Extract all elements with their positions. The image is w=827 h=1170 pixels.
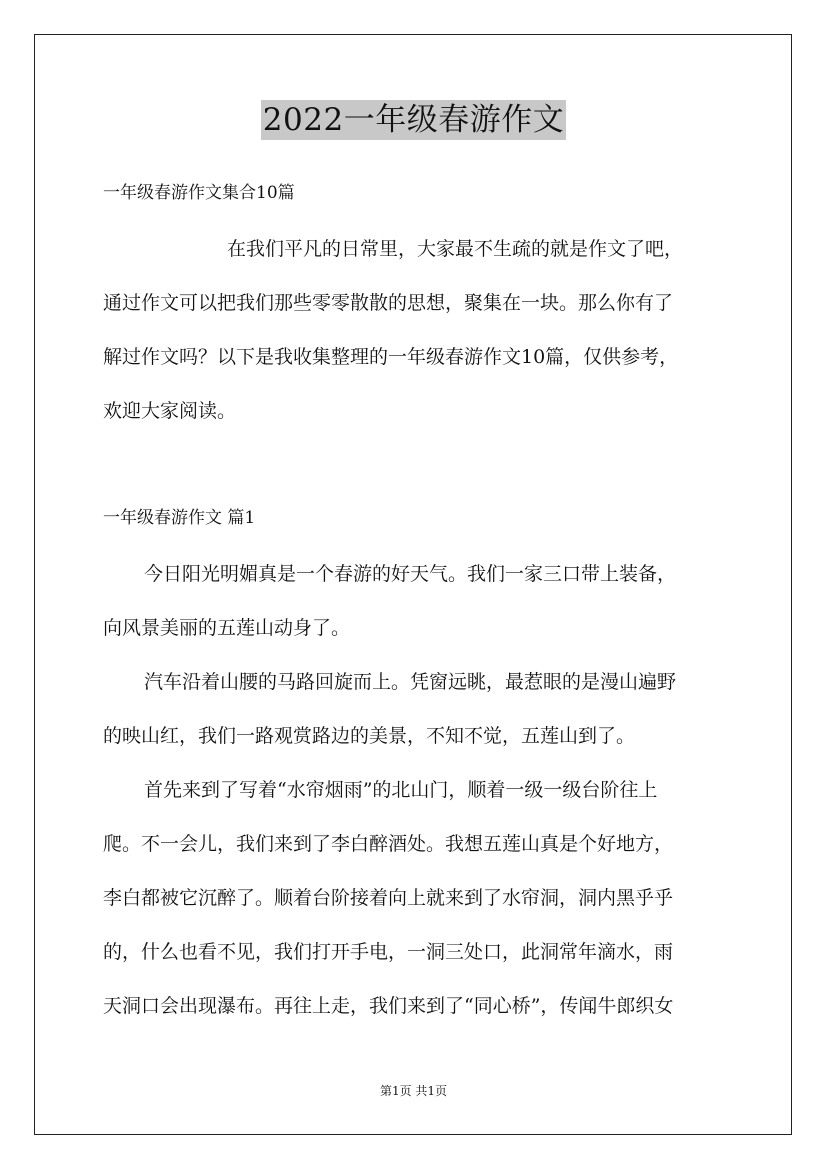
body-line: 今日阳光明媚真是一个春游的好天气。我们一家三口带上装备， [144, 563, 677, 585]
intro-line: 通过作文可以把我们那些零零散散的思想，聚集在一块。那么你有了 [103, 292, 674, 314]
document-subtitle: 一年级春游作文集合10篇 [103, 183, 295, 203]
intro-line: 在我们平凡的日常里，大家最不生疏的就是作文了吧， [227, 238, 684, 260]
page-footer: 第1页 共1页 [379, 1084, 448, 1098]
body-line: 的映山红，我们一路观赏路边的美景，不知不觉，五莲山到了。 [103, 725, 636, 747]
title-container [0, 100, 827, 140]
body-line: 李白都被它沉醉了。顺着台阶接着向上就来到了水帘洞，洞内黑乎乎 [103, 887, 674, 909]
body-line: 向风景美丽的五莲山动身了。 [103, 617, 351, 639]
body-line: 首先来到了写着“水帘烟雨”的北山门，顺着一级一级台阶往上 [144, 779, 658, 801]
body-line: 天洞口会出现瀑布。再往上走，我们来到了“同心桥”，传闻牛郎织女 [103, 995, 674, 1017]
intro-line: 解过作文吗？以下是我收集整理的一年级春游作文10篇，仅供参考， [103, 346, 679, 368]
body-line: 爬。不一会儿，我们来到了李白醉酒处。我想五莲山真是个好地方， [103, 833, 674, 855]
body-line: 汽车沿着山腰的马路回旋而上。凭窗远眺，最惹眼的是漫山遍野 [144, 671, 677, 693]
body-line: 的，什么也看不见，我们打开手电，一洞三处口，此洞常年滴水，雨 [103, 941, 674, 963]
section-heading: 一年级春游作文 篇1 [103, 508, 256, 528]
document-title: 2022一年级春游作文 [262, 102, 565, 138]
intro-line: 欢迎大家阅读。 [103, 400, 237, 422]
